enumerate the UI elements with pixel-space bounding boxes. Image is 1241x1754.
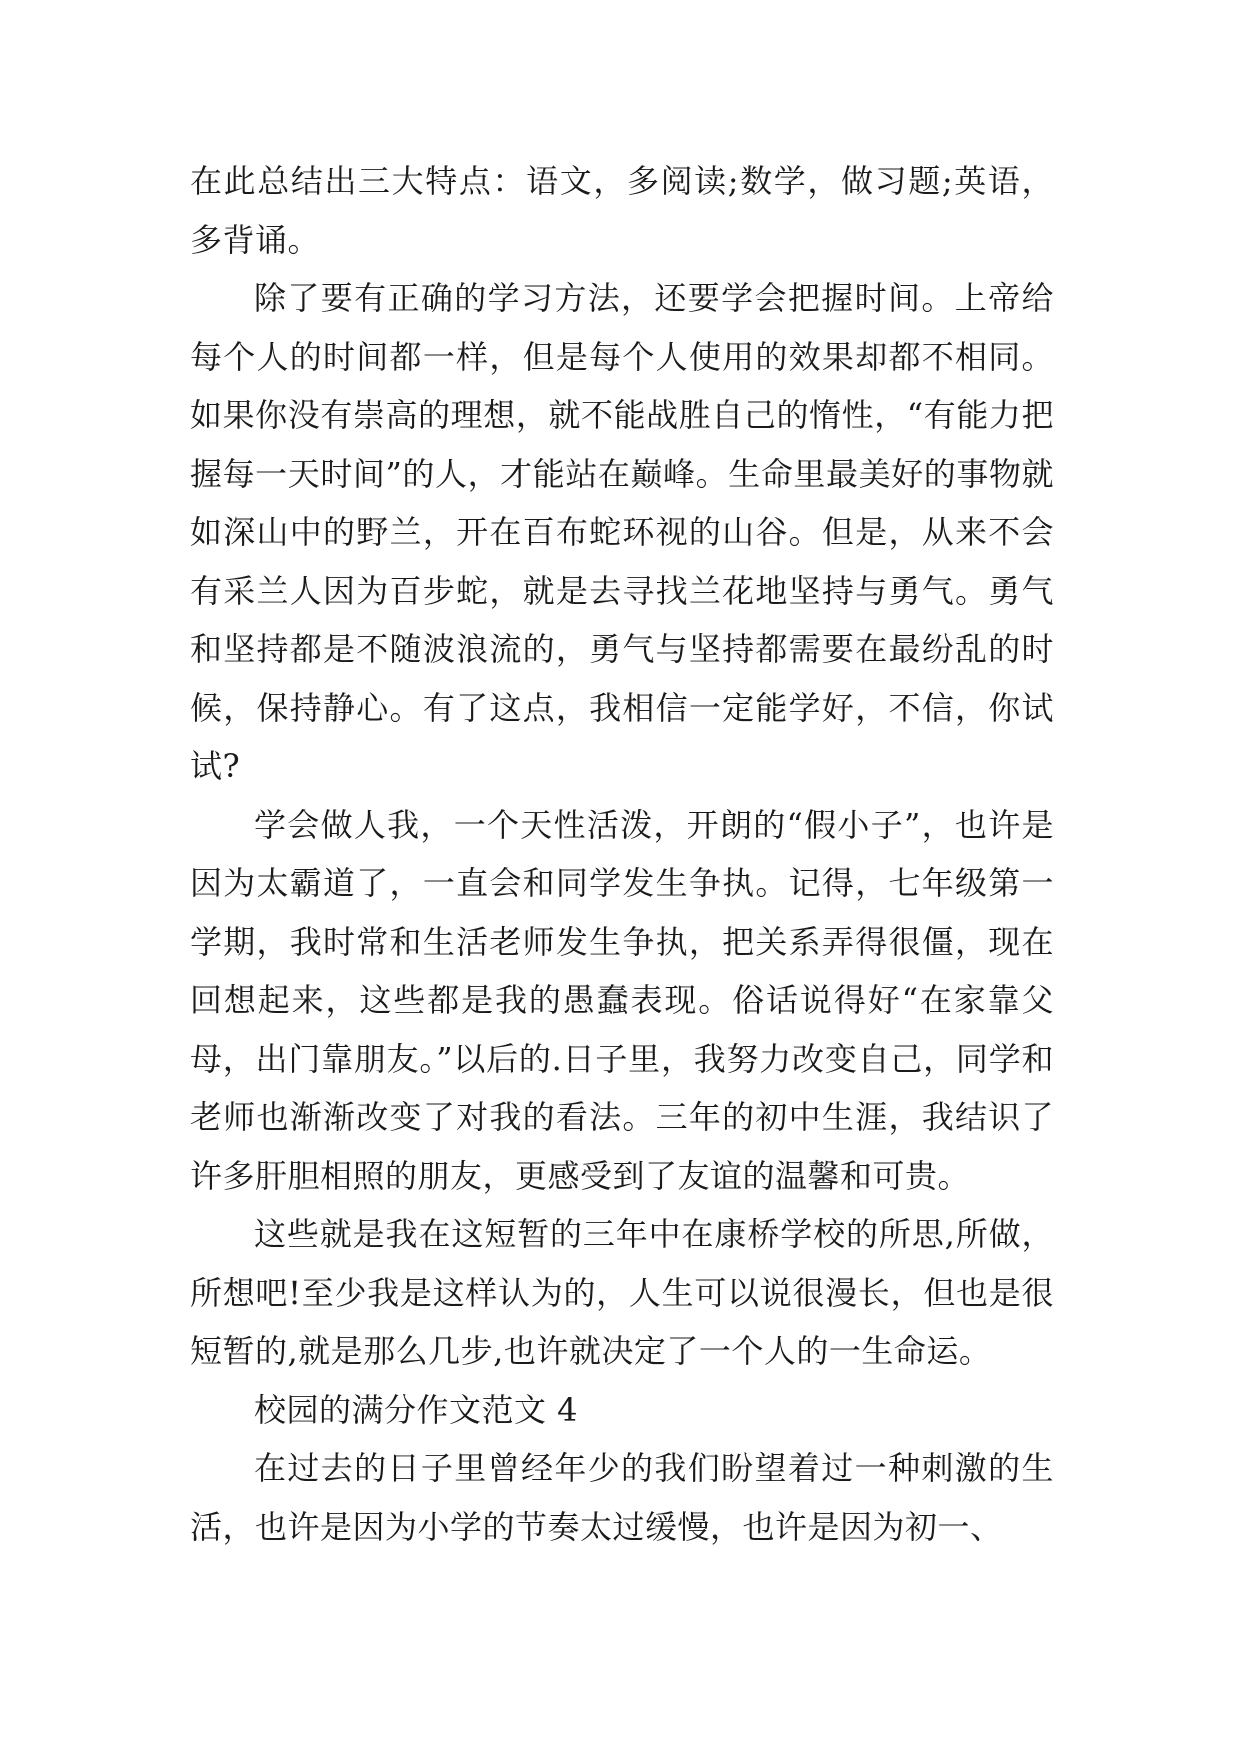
document-body (190, 152, 1054, 1556)
paragraph-time-management: 除了要有正确的学习方法，还要学会把握时间。上帝给每个人的时间都一样，但是每个人使用的效果却都不相同。如果你没有崇高的理想，就不能战胜自己的惰性，“有能力把握每一天时间”的人，才能站在巅峰。生命里最美好的事物就如深山中的野兰，开在百布蛇环视的山谷。但是，从来不会有采兰人因为百步蛇，就是去寻找兰花地坚持与勇气。勇气和坚持都是不随波浪流的，勇气与坚持都需要在最纷乱的时候，保持静心。有了这点，我相信一定能学好，不信，你试试? (190, 279, 1054, 785)
paragraph-learning-to-behave: 学会做人我，一个天性活泼，开朗的“假小子”，也许是因为太霸道了，一直会和同学发生争执。记得，七年级第一学期，我时常和生活老师发生争执，把关系弄得很僵，现在回想起来，这些都是我的愚蠢表现。俗话说得好“在家靠父母，出门靠朋友。”以后的.日子里，我努力改变自己，同学和老师也渐渐改变了对我的看法。三年的初中生涯，我结识了许多肝胆相照的朋友，更感受到了友谊的温馨和可贵。 (190, 805, 1054, 1195)
paragraph-reflection: 这些就是我在这短暂的三年中在康桥学校的所思,所做，所想吧!至少我是这样认为的，人生可以说很漫长，但也是很短暂的,就是那么几步,也许就决定了一个人的一生命运。 (190, 1215, 1054, 1370)
essay-heading: 校园的满分作文范文 4 (254, 1390, 579, 1429)
paragraph-study-tips: 在此总结出三大特点：语文，多阅读;数学，做习题;英语，多背诵。 (190, 162, 1054, 259)
paragraph-essay-4-opening: 在过去的日子里曾经年少的我们盼望着过一种刺激的生活，也许是因为小学的节奏太过缓慢，也许是因为初一、 (190, 1449, 1054, 1546)
